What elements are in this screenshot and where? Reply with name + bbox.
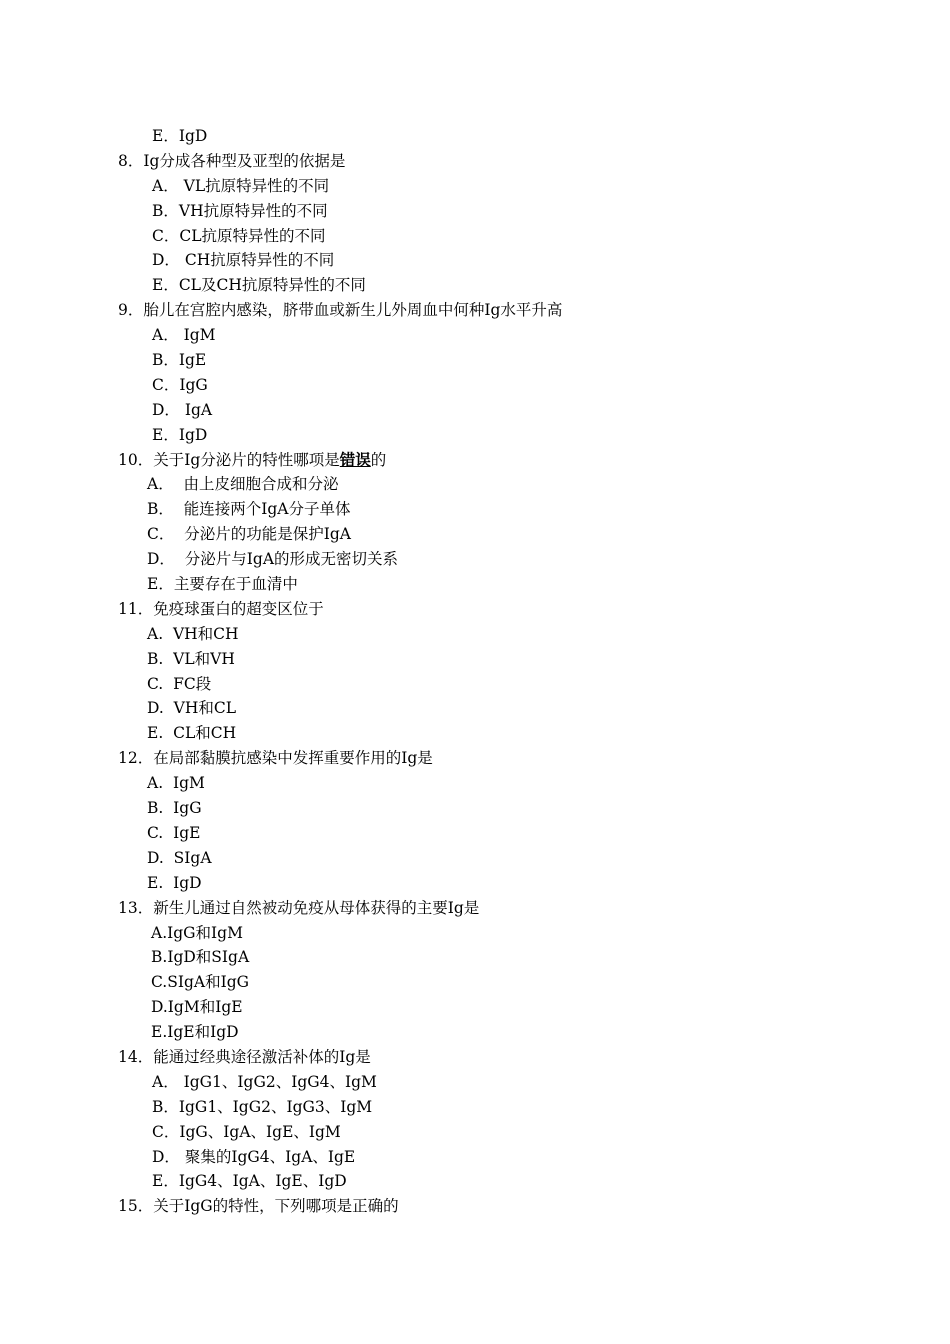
answer-option: B. IgG [147, 799, 202, 818]
answer-option: B． 能连接两个IgA分子单体 [147, 500, 351, 519]
emphasized-word: 错误 [339, 449, 371, 469]
answer-option: A.IgG和IgM [151, 923, 243, 942]
answer-option: E．CL及CH抗原特异性的不同 [152, 276, 366, 295]
question-text: 9．胎儿在宫腔内感染，脐带血或新生儿外周血中何种Ig水平升高 [118, 301, 563, 320]
answer-option: A． 由上皮细胞合成和分泌 [147, 475, 339, 494]
answer-option: B．VH抗原特异性的不同 [152, 201, 328, 220]
question-text: 15．关于IgG的特性，下列哪项是正确的 [118, 1197, 399, 1216]
answer-option: E．IgG4、IgA、IgE、IgD [152, 1172, 347, 1191]
answer-option: C. IgE [147, 823, 201, 842]
question-text: 11．免疫球蛋白的超变区位于 [118, 599, 324, 618]
answer-option: A. VH和CH [147, 624, 239, 643]
answer-option: B．IgG1、IgG2、IgG3、IgM [152, 1097, 373, 1116]
answer-option: A． IgM [152, 326, 216, 345]
answer-option: C.SIgA和IgG [151, 973, 250, 992]
answer-option: C． 分泌片的功能是保护IgA [147, 525, 351, 544]
answer-option: D. SIgA [147, 848, 212, 867]
answer-option: C．CL抗原特异性的不同 [152, 226, 326, 245]
answer-option: E．主要存在于血清中 [147, 575, 298, 594]
question-text [0, 448, 950, 473]
document-page [0, 124, 950, 1219]
answer-option: E.IgE和IgD [151, 1023, 239, 1042]
question-text-part: 10．关于Ig分泌片的特性哪项是 [118, 450, 340, 469]
answer-option: B．IgE [152, 351, 207, 370]
question-text-part: 的 [370, 450, 387, 469]
answer-option: A． VL抗原特异性的不同 [152, 176, 330, 195]
answer-option: D． CH抗原特异性的不同 [152, 251, 335, 270]
answer-option: C．IgG、IgA、IgE、IgM [152, 1122, 341, 1141]
answer-option: E. IgD [147, 873, 202, 892]
question-text: 13．新生儿通过自然被动免疫从母体获得的主要Ig是 [118, 898, 480, 917]
answer-option: C．IgG [152, 375, 208, 394]
question-text: 8．Ig分成各种型及亚型的依据是 [118, 151, 346, 170]
answer-option: C. FC段 [147, 674, 212, 693]
answer-option: E．IgD [152, 127, 208, 145]
answer-option: D． IgA [152, 400, 213, 419]
answer-option: A. IgM [147, 774, 205, 793]
question-text: 14．能通过经典途径激活补体的Ig是 [118, 1047, 371, 1066]
answer-option: D.IgM和IgE [151, 998, 243, 1017]
answer-option: D. VH和CL [147, 699, 237, 718]
answer-option: E. CL和CH [147, 724, 237, 743]
answer-option: B.IgD和SIgA [151, 948, 250, 967]
question-text: 12．在局部黏膜抗感染中发挥重要作用的Ig是 [118, 749, 433, 768]
answer-option: E．IgD [152, 425, 208, 444]
answer-option: D． 分泌片与IgA的形成无密切关系 [147, 550, 399, 569]
answer-option: A． IgG1、IgG2、IgG4、IgM [152, 1072, 377, 1091]
answer-option: B. VL和VH [147, 649, 235, 668]
answer-option: D． 聚集的IgG4、IgA、IgE [152, 1147, 356, 1166]
